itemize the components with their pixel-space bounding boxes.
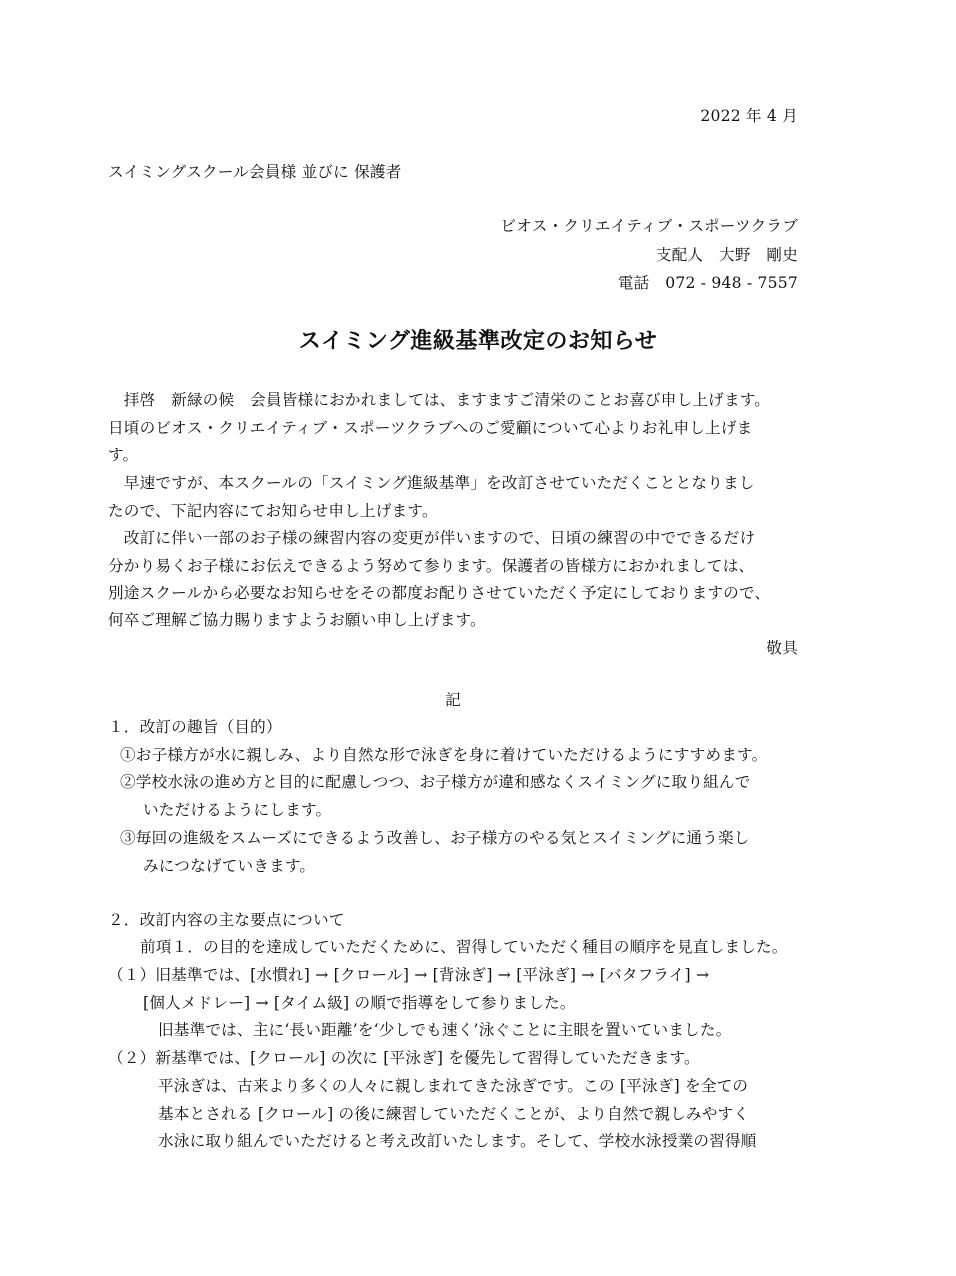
sender-phone: 電話 072 - 948 - 7557 bbox=[617, 274, 798, 292]
body-line: たので、下記内容にてお知らせ申し上げます。 bbox=[108, 502, 438, 520]
section1-line: ③毎回の進級をスムーズにできるよう改善し、お子様方のやる気とスイミングに通う楽し bbox=[120, 829, 750, 847]
section2-item2-line: （２）新基準では、[クロール] の次に [平泳ぎ] を優先して習得していただきます。 bbox=[108, 1049, 700, 1067]
section1-line: ①お子様方が水に親しみ、より自然な形で泳ぎを身に着けていただけるようにすすめます。 bbox=[120, 746, 768, 764]
body-line: 拝啓 新緑の候 会員皆様におかれましては、ますますご清栄のことお喜び申し上げます。 bbox=[108, 391, 771, 409]
body-line: 分かり易くお子様にお伝えできるよう努めて参ります。保護者の皆様方におかれましては、 bbox=[108, 557, 755, 575]
body-line: す。 bbox=[108, 446, 139, 464]
section2-item1-line: 旧基準では、主に‘長い距離’を‘少しでも速く’泳ぐことに主眼を置いていました。 bbox=[158, 1021, 732, 1039]
recipient: スイミングスクール会員様 並びに 保護者 bbox=[108, 163, 402, 181]
section2-item1-line: [個人メドレー] → [タイム級] の順で指導をして参りました。 bbox=[143, 994, 576, 1012]
closing: 敬具 bbox=[766, 639, 798, 657]
body-line: 日頃のビオス・クリエイティブ・スポーツクラブへのご愛顧について心よりお礼申し上げま bbox=[108, 419, 753, 437]
section2-item1-line: （１）旧基準では、[水慣れ] → [クロール] → [背泳ぎ] → [平泳ぎ] → [バタフライ] → bbox=[108, 966, 710, 984]
section2-intro: 前項１．の目的を達成していただくために、習得していただく種目の順序を見直しました。 bbox=[140, 938, 788, 956]
section1-line: みにつなげていきます。 bbox=[143, 857, 316, 875]
sender-manager: 支配人 大野 剛史 bbox=[655, 246, 798, 264]
page-title: スイミング進級基準改定のお知らせ bbox=[298, 329, 658, 354]
ki-heading: 記 bbox=[445, 691, 461, 709]
section2-item2-line: 基本とされる [クロール] の後に練習していただくことが、より自然で親しみやすく bbox=[158, 1105, 750, 1123]
date: 2022 年 4 月 bbox=[700, 107, 798, 125]
body-line: 別途スクールから必要なお知らせをその都度お配りさせていただく予定にしておりますので、 bbox=[108, 584, 771, 602]
section2-heading: ２．改訂内容の主な要点について bbox=[108, 911, 345, 929]
section1-heading: １．改訂の趣旨（目的） bbox=[108, 718, 282, 736]
section1-line: いただけるようにします。 bbox=[143, 801, 332, 819]
body-line: 改訂に伴い一部のお子様の練習内容の変更が伴いますので、日頃の練習の中でできるだけ bbox=[108, 529, 756, 547]
section1-line: ②学校水泳の進め方と目的に配慮しつつ、お子様方が違和感なくスイミングに取り組んで bbox=[120, 773, 751, 791]
section2-item2-line: 水泳に取り組んでいただけると考え改訂いたします。そして、学校水泳授業の習得順 bbox=[158, 1132, 757, 1150]
body-line: 早速ですが、本スクールの「スイミング進級基準」を改訂させていただくこととなりまし bbox=[108, 474, 755, 492]
section2-item2-line: 平泳ぎは、古来より多くの人々に親しまれてきた泳ぎです。この [平泳ぎ] を全ての bbox=[158, 1077, 749, 1095]
sender-org: ビオス・クリエイティブ・スポーツクラブ bbox=[500, 217, 798, 235]
body-line: 何卒ご理解ご協力賜りますようお願い申し上げます。 bbox=[108, 611, 486, 629]
